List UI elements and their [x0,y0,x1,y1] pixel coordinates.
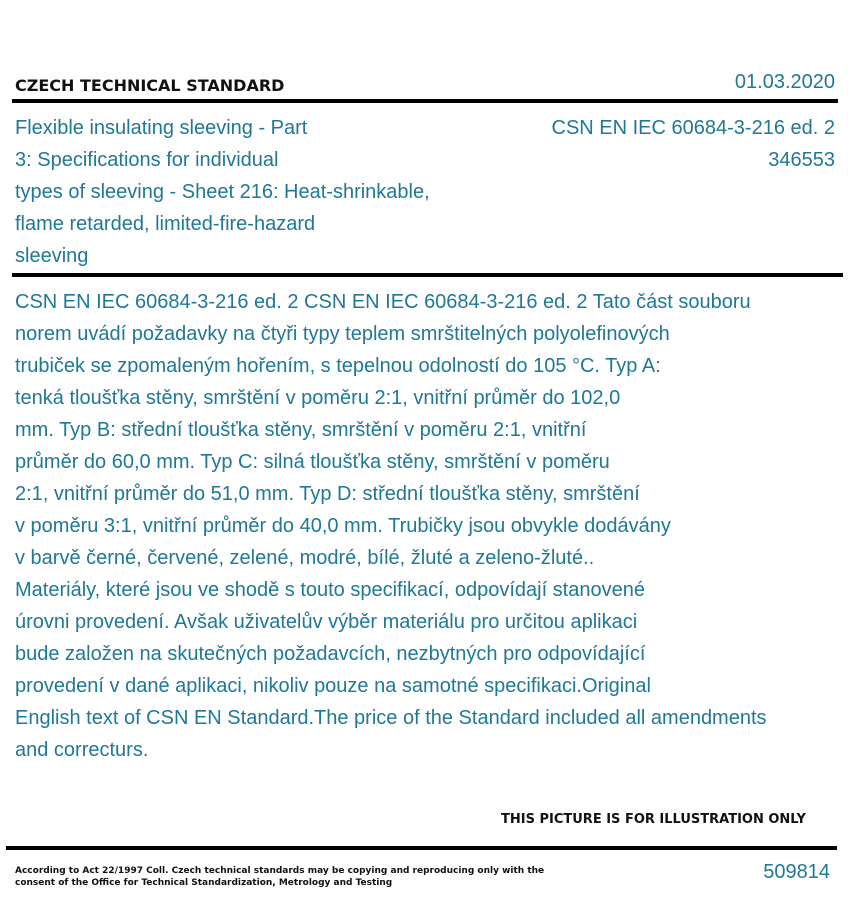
standard-description: CSN EN IEC 60684-3-216 ed. 2 CSN EN IEC 60684-3-216 ed. 2 Tato část souboru norem uvádí požadavky na čtyři typy teplem smrštitelných polyolefinových trubiček se zpomaleným hořením, s tepelnou odolností do 105 °C. Typ A: tenká tloušťka stěny, smrštění v poměru 2:1, vnitřní průměr do 102,0 mm. Typ B: střední tloušťka stěny, smrštění v poměru 2:1, vnitřní průměr do 60,0 mm. Typ C: silná tloušťka stěny, smrštění v poměru 2:1, vnitřní průměr do 51,0 mm. Typ D: střední tloušťka stěny, smrštění v poměru 3:1, vnitřní průměr do 40,0 mm. Trubičky jsou obvykle dodávány v barvě černé, červené, zelené, modré, bílé, žluté a zeleno-žluté.. Materiály, které jsou ve shodě s touto specifikací, odpovídají stanovené úrovni provedení. Avšak uživatelův výběr materiálu pro určitou aplikaci bude založen na skutečných požadavcích, nezbytných pro odpovídající provedení v dané aplikaci, nikoliv pouze na samotné specifikaci.Original English text of CSN EN Standard.The price of the Standard included all amendments and correcturs. [15,291,767,761]
document-type-label: CZECH TECHNICAL STANDARD [15,76,285,95]
middle-divider [12,273,843,277]
catalog-number: 346553 [768,149,835,171]
publication-date: 01.03.2020 [734,71,835,93]
standard-code: CSN EN IEC 60684-3-216 ed. 2 [551,117,835,139]
legal-notice: According to Act 22/1997 Coll. Czech technical standards may be copying and reproducing only with the consent of the Office for Technical Standardization, Metrology and Testing [15,866,545,888]
top-divider [12,99,838,103]
standard-title: Flexible insulating sleeving - Part 3: Specifications for individual types of sleeving - Sheet 216: Heat-shrinkable, flame retarded, limited-fire-hazard sleeving [15,117,430,267]
standard-identifiers [552,112,836,176]
illustration-disclaimer: THIS PICTURE IS FOR ILLUSTRATION ONLY [501,812,806,827]
document-id: 509814 [763,861,830,883]
bottom-divider [6,846,837,850]
